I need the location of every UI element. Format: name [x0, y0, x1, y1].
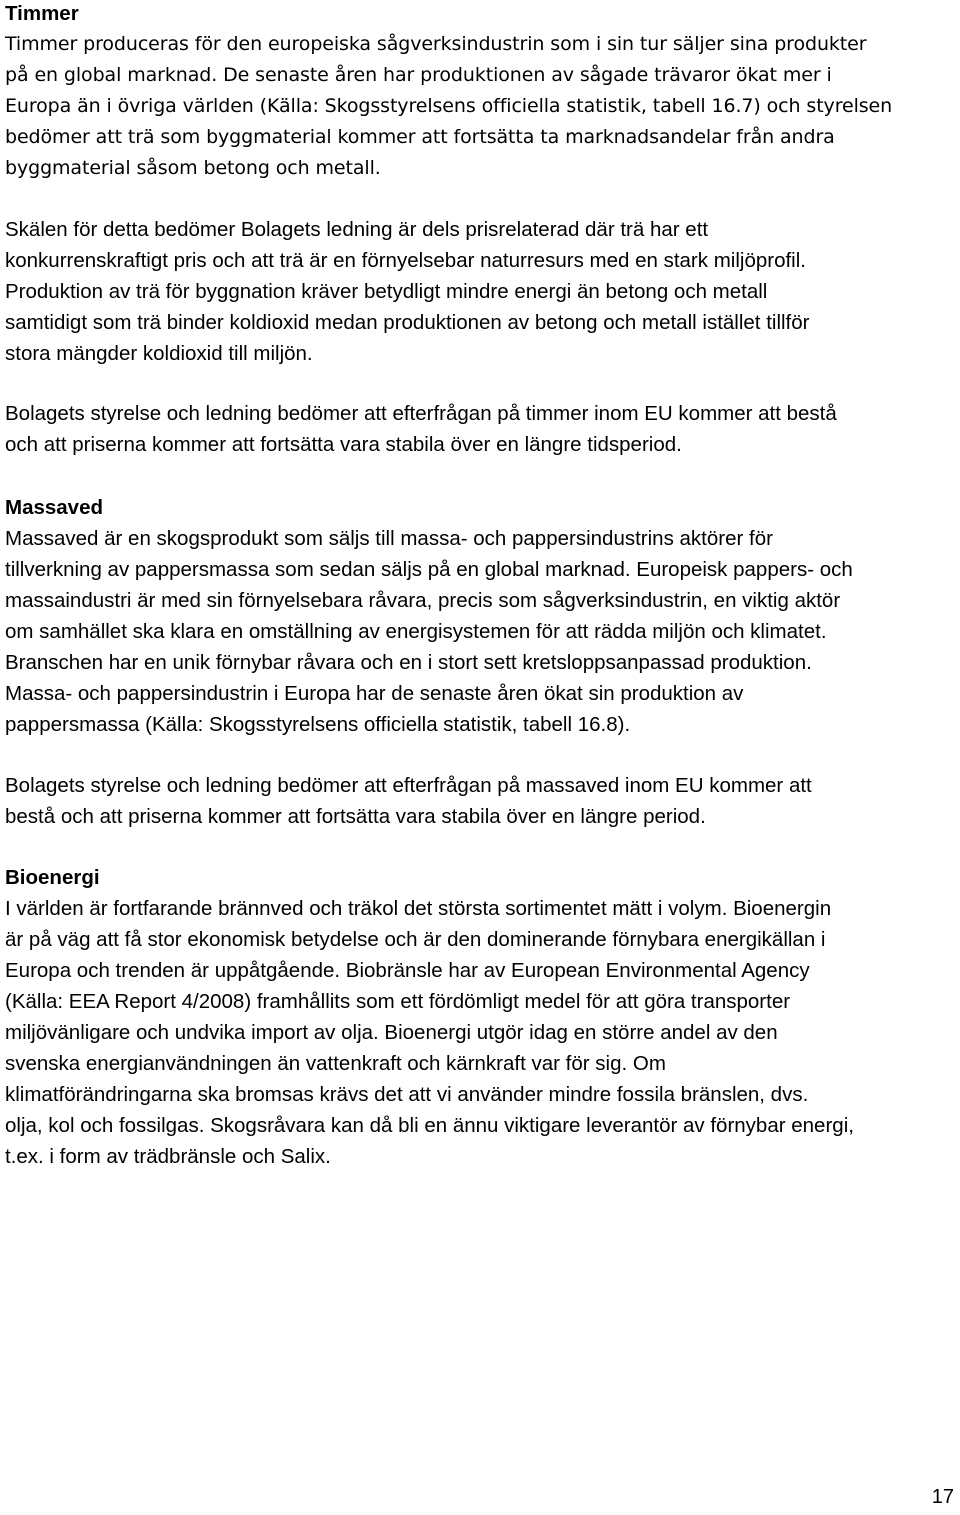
paragraph-massaved-intro: Massaved är en skogsprodukt som säljs till massa- och pappersindustrins aktörer för tillverkning av pappersmassa som sedan säljs på en global marknad. Europeisk pappers- och massaindustri är med sin förnyelsebara råvara, precis som sågverksindustrin, en viktig aktör om samhället ska klara en omställning av energisystemen för att rädda miljön och klimatet. Branschen har en unik förnybar råvara och en i stort sett kretsloppsanpassad produktion. Massa- och pappersindustrin i Europa har de senaste åren ökat sin produktion av pappersmassa (Källa: Skogsstyrelsens officiella statistik, tabell 16.8). — [5, 527, 853, 736]
section-heading-bioenergi: Bioenergi — [5, 866, 100, 889]
paragraph-timmer-reasons: Skälen för detta bedömer Bolagets ledning är dels prisrelaterad där trä har ett konkurrenskraftigt pris och att trä är en förnyelsebar naturresurs med en stark miljöprofil. Produktion av trä för byggnation kräver betydligt mindre energi än betong och metall samtidigt som trä binder koldioxid medan produktionen av betong och metall istället tillför stora mängder koldioxid till miljön. — [5, 218, 810, 365]
paragraph-massaved-outlook: Bolagets styrelse och ledning bedömer att efterfrågan på massaved inom EU kommer att bestå och att priserna kommer att fortsätta vara stabila över en längre period. — [5, 774, 812, 828]
section-heading-massaved: Massaved — [5, 496, 104, 519]
section-heading-timmer: Timmer — [5, 2, 79, 25]
paragraph-bioenergi: I världen är fortfarande brännved och träkol det största sortimentet mätt i volym. Bioenergin är på väg att få stor ekonomisk betydelse och är den dominerande förnybara energikällan i Europa och trenden är uppåtgående. Biobränsle har av European Environmental Agency (Källa: EEA Report 4/2008) framhållits som ett fördömligt medel för att göra transporter miljövänligare och undvika import av olja. Bioenergi utgör idag en större andel av den svenska energianvändningen än vattenkraft och kärnkraft var för sig. Om klimatförändringarna ska bromsas krävs det att vi använder mindre fossila bränslen, dvs. olja, kol och fossilgas. Skogsråvara kan då bli en ännu viktigare leverantör av förnybar energi, t.ex. i form av trädbränsle och Salix. — [5, 897, 854, 1168]
paragraph-timmer-intro: Timmer produceras för den europeiska sågverksindustrin som i sin tur säljer sina produkter på en global marknad. De senaste åren har produktionen av sågade trävaror ökat mer i Europa än i övriga världen (Källa: Skogsstyrelsens officiella statistik, tabell 16.7) och styrelsen bedömer att trä som byggmaterial kommer att fortsätta ta marknadsandelar från andra byggmaterial såsom betong och metall. — [5, 33, 893, 179]
paragraph-timmer-outlook: Bolagets styrelse och ledning bedömer att efterfrågan på timmer inom EU kommer att bestå och att priserna kommer att fortsätta vara stabila över en längre tidsperiod. — [5, 402, 837, 456]
page-number: 17 — [931, 1486, 954, 1508]
